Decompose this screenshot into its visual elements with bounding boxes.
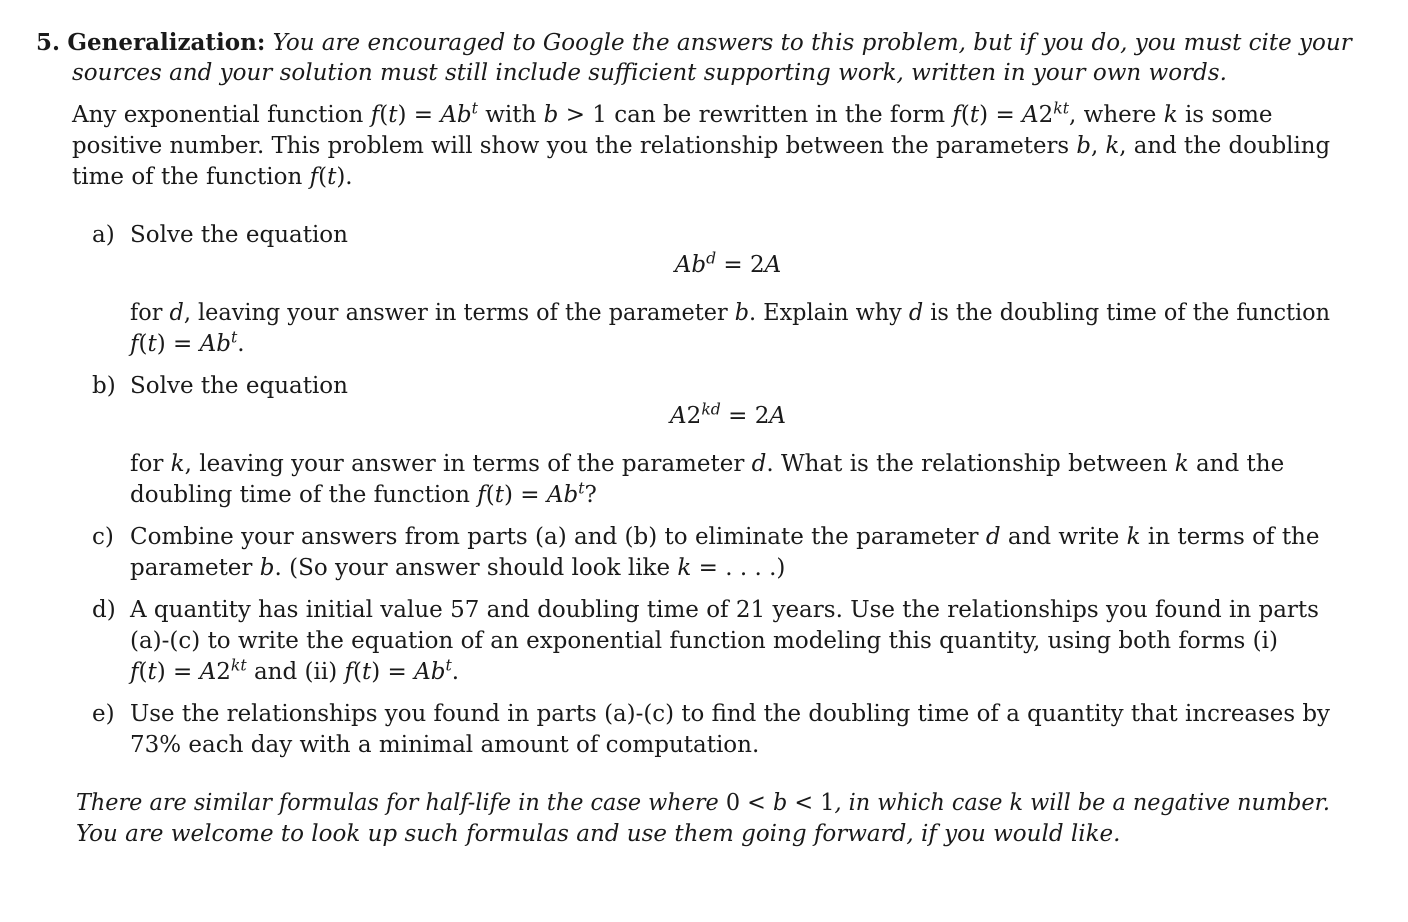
part-b-label: b)	[92, 373, 116, 399]
part-b-line-2: doubling time of the function $f(t) = Ab^t$?	[130, 478, 597, 508]
intro-line-1: Any exponential function $f(t) = Ab^t$ with b > 1 can be rewritten in the form $f(t) = A2^{kt}$, where k is some	[72, 98, 1273, 128]
part-c-line-2: parameter b. (So your answer should look like k = . . . .)	[130, 555, 786, 581]
part-b-equation: $A2^{kd} = 2A$	[670, 399, 786, 429]
part-e-line-1: Use the relationships you found in parts (a)-(c) to find the doubling time of a quantity that increases by	[130, 701, 1331, 727]
part-e-line-2: 73% each day with a minimal amount of computation.	[130, 732, 760, 758]
intro-line-2: positive number. This problem will show you the relationship between the parameters b, k, and the doubling	[72, 133, 1331, 159]
part-a-label: a)	[92, 222, 115, 248]
part-d-line-1: A quantity has initial value 57 and doubling time of 21 years. Use the relationships you found in parts	[130, 597, 1319, 623]
part-d-line-3: $f(t) = A2^{kt}$ and (ii) $f(t) = Ab^t$.	[130, 655, 460, 685]
part-a-lead: Solve the equation	[130, 222, 348, 248]
part-d-label: d)	[92, 597, 116, 623]
part-c-line-1: Combine your answers from parts (a) and (b) to eliminate the parameter d and write k in terms of the	[130, 524, 1320, 550]
part-c-label: c)	[92, 524, 114, 550]
footer-note-line-2: You are welcome to look up such formulas and use them going forward, if you would like.	[76, 821, 1121, 847]
part-b-line-1: for k, leaving your answer in terms of the parameter d. What is the relationship between k and the	[130, 451, 1285, 477]
problem-number: 5.	[36, 29, 61, 56]
problem-instructions-1: You are encouraged to Google the answers to this problem, but if you do, you must cite your	[272, 30, 1352, 56]
part-b-lead: Solve the equation	[130, 373, 348, 399]
problem-instructions-line2: sources and your solution must still include sufficient supporting work, written in your own words.	[72, 60, 1227, 86]
part-a-line-2: $f(t) = Ab^t$.	[130, 327, 245, 357]
part-a-equation: $Ab^d = 2A$	[674, 248, 782, 278]
intro-line-3: time of the function f(t).	[72, 164, 353, 190]
part-e-label: e)	[92, 701, 115, 727]
part-a-line-1: for d, leaving your answer in terms of the parameter b. Explain why d is the doubling time of the function	[130, 300, 1330, 326]
problem-heading-line	[36, 27, 1352, 59]
footer-note-line-1: There are similar formulas for half-life in the case where 0 < b < 1, in which case k will be a negative number.	[76, 790, 1330, 816]
problem-heading: Generalization:	[67, 29, 266, 56]
part-d-line-2: (a)-(c) to write the equation of an exponential function modeling this quantity, using both forms (i)	[130, 628, 1278, 654]
